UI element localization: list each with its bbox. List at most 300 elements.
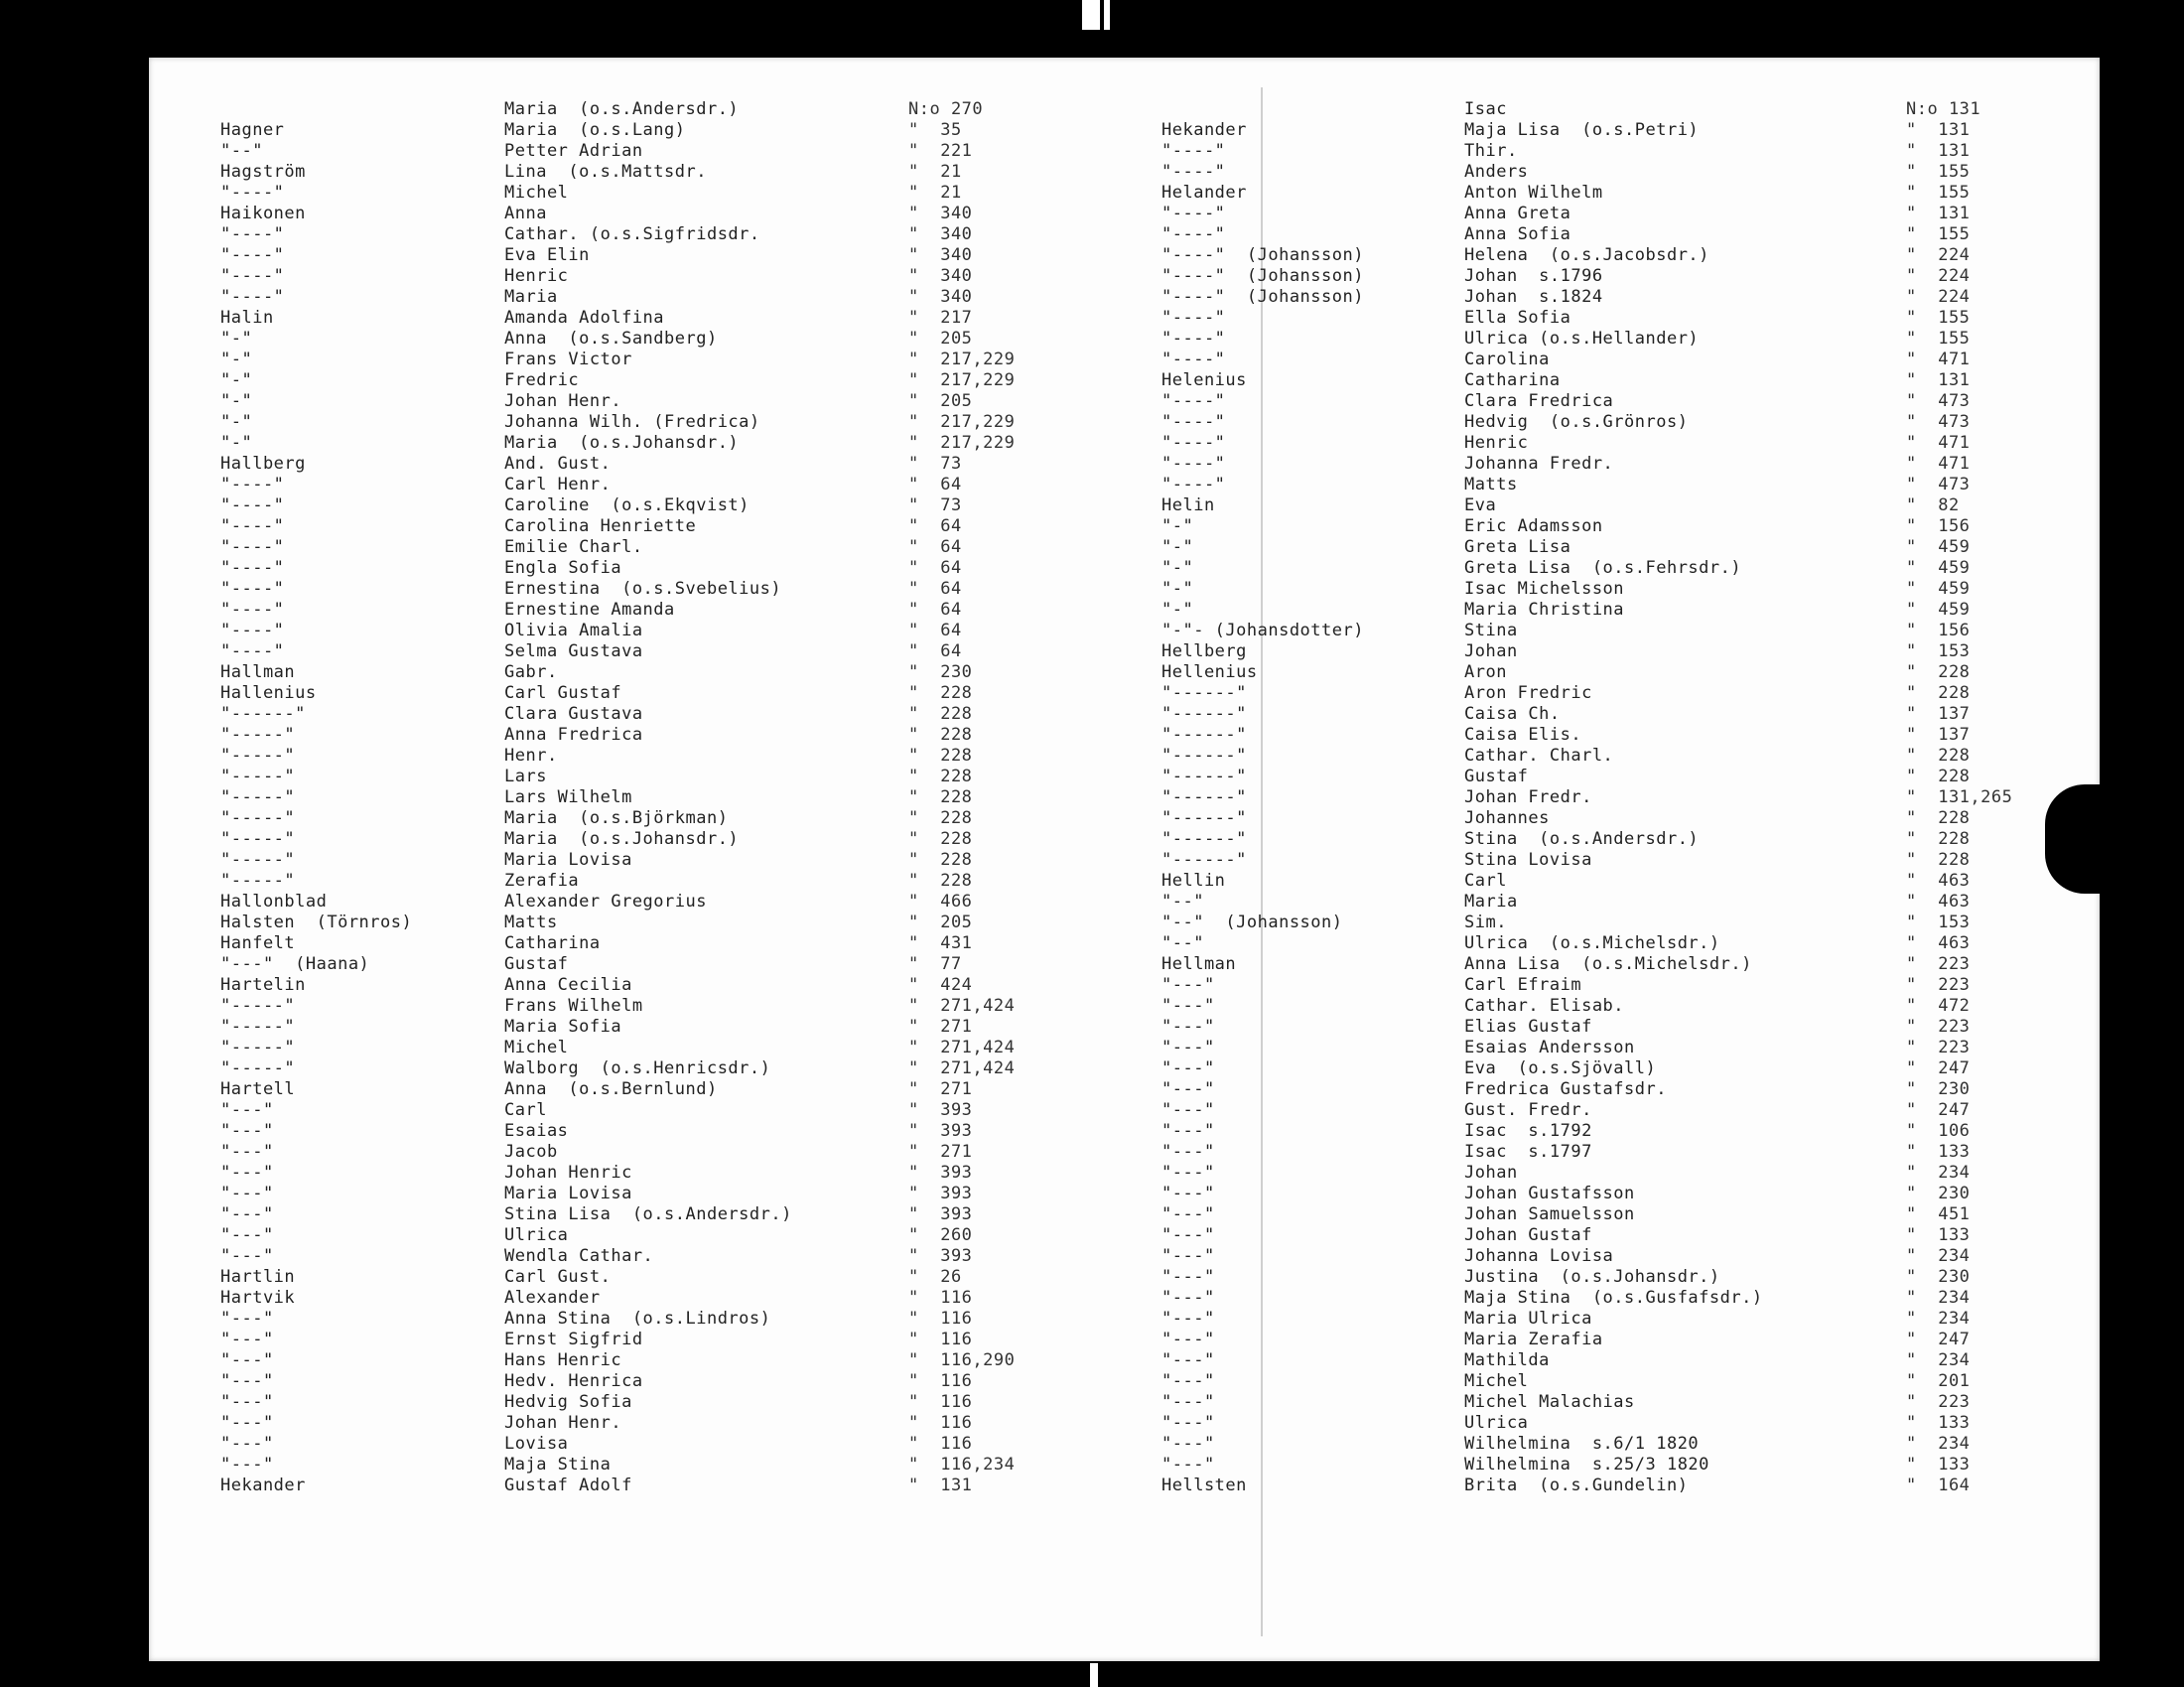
given-name-entry: Maria Sofia [504, 1017, 622, 1037]
surname-entry: "----" [1161, 433, 1226, 453]
surname-entry [1161, 99, 1364, 120]
binding-mark-top-2 [1104, 0, 1110, 30]
given-name-entry: Ulrica (o.s.Hellander) [1464, 329, 1700, 349]
surname-entry: Hartvik [220, 1288, 296, 1308]
surname-entry: Hellsten [1161, 1476, 1247, 1495]
reference-entry: " 21 [908, 183, 962, 203]
given-name-entry: Maria Ulrica [1464, 1309, 1592, 1329]
reference-entry: " 473 [1906, 412, 1971, 432]
reference-entry: " 116 [908, 1413, 973, 1433]
surname-entry: "------" [1161, 683, 1247, 703]
given-name-entry: Lars Wilhelm [504, 787, 632, 807]
reference-entry: " 228 [908, 829, 973, 849]
surname-entry: "---" [1161, 975, 1215, 995]
given-name-entry: Eva [1464, 495, 1497, 515]
given-name-entry: Carl Efraim [1464, 975, 1582, 995]
given-name-entry: And. Gust. [504, 454, 612, 474]
reference-entry: " 472 [1906, 996, 1971, 1016]
reference-entry: " 223 [1906, 975, 1971, 995]
given-name-entry: Ulrica [504, 1225, 569, 1245]
given-name-entry: Brita (o.s.Gundelin) [1464, 1476, 1689, 1495]
surname-entry: "---" [220, 1100, 274, 1120]
given-name-entry: Gust. Fredr. [1464, 1100, 1592, 1120]
reference-entry: " 224 [1906, 245, 1971, 265]
given-name-entry: Henric [504, 266, 569, 286]
reference-entry: " 155 [1906, 329, 1971, 349]
given-name-entry: Wilhelmina s.6/1 1820 [1464, 1434, 1700, 1454]
reference-entry: " 463 [1906, 892, 1971, 912]
given-name-entry: Caisa Ch. [1464, 704, 1561, 724]
reference-entry: " 228 [908, 808, 973, 828]
reference-entry: " 133 [1906, 1455, 1971, 1475]
given-name-entry: Anna Greta [1464, 204, 1571, 223]
reference-entry: " 471 [1906, 454, 1971, 474]
surname-entry: "---" [1161, 1288, 1215, 1308]
reference-entry: " 459 [1906, 579, 1971, 599]
reference-entry: " 451 [1906, 1204, 1971, 1224]
surname-entry: "--" [1161, 892, 1204, 912]
reference-entry: " 463 [1906, 933, 1971, 953]
given-name-entry: Anna (o.s.Bernlund) [504, 1079, 718, 1099]
reference-entry: " 247 [1906, 1100, 1971, 1120]
surname-entry: "-" [1161, 537, 1194, 557]
reference-entry: " 156 [1906, 621, 1971, 640]
reference-entry: " 234 [1906, 1163, 1971, 1183]
given-name-entry: Johan s.1824 [1464, 287, 1603, 307]
reference-entry: " 228 [908, 725, 973, 745]
reference-entry: " 64 [908, 537, 962, 557]
surname-entry: "------" [1161, 850, 1247, 870]
given-name-entry: Isac Michelsson [1464, 579, 1625, 599]
surname-entry: "----" [220, 245, 285, 265]
given-name-entry: Sim. [1464, 913, 1507, 932]
surname-entry: "--" [220, 141, 263, 161]
given-name-entry: Maria (o.s.Johansdr.) [504, 433, 740, 453]
reference-entry: " 228 [1906, 808, 1971, 828]
surname-entry: "------" [1161, 767, 1247, 786]
given-name-entry: Maja Stina (o.s.Gusfafsdr.) [1464, 1288, 1763, 1308]
reference-entry: " 224 [1906, 266, 1971, 286]
reference-entry: " 260 [908, 1225, 973, 1245]
given-name-entry: Petter Adrian [504, 141, 643, 161]
right-given-name-column [1464, 99, 1763, 1496]
surname-entry: Hekander [1161, 120, 1247, 140]
surname-entry: Hellenius [1161, 662, 1258, 682]
given-name-entry: Fredric [504, 370, 580, 390]
reference-entry: " 156 [1906, 516, 1971, 536]
given-name-entry: Stina [1464, 621, 1518, 640]
given-name-entry: Emilie Charl. [504, 537, 643, 557]
reference-entry: " 155 [1906, 183, 1971, 203]
surname-entry: "----" [1161, 141, 1226, 161]
reference-entry: " 271 [908, 1017, 973, 1037]
surname-entry: "----" (Johansson) [1161, 266, 1364, 286]
reference-entry: " 230 [1906, 1184, 1971, 1203]
surname-entry: "-----" [220, 787, 296, 807]
clip-shadow [2045, 784, 2105, 894]
surname-entry: "---" [1161, 1079, 1215, 1099]
reference-entry: " 201 [1906, 1371, 1971, 1391]
surname-entry: Hellman [1161, 954, 1237, 974]
surname-entry: "----" [220, 579, 285, 599]
given-name-entry: Anna Sofia [1464, 224, 1571, 244]
surname-entry: "---" [220, 1434, 274, 1454]
given-name-entry: Caisa Elis. [1464, 725, 1582, 745]
given-name-entry: Maria Christina [1464, 600, 1625, 620]
surname-entry: Hartelin [220, 975, 306, 995]
reference-entry: " 271 [908, 1079, 973, 1099]
binding-mark-top [1082, 0, 1100, 30]
reference-entry: " 340 [908, 266, 973, 286]
reference-entry: " 116 [908, 1392, 973, 1412]
given-name-entry: Maria [1464, 892, 1518, 912]
given-name-entry: Michel [1464, 1371, 1529, 1391]
surname-entry: "------" [1161, 787, 1247, 807]
surname-entry: "--" [1161, 933, 1204, 953]
given-name-entry: Stina (o.s.Andersdr.) [1464, 829, 1700, 849]
surname-entry: "---" [1161, 1204, 1215, 1224]
surname-entry: "----" [1161, 224, 1226, 244]
surname-entry: "----" [220, 495, 285, 515]
reference-entry: " 340 [908, 287, 973, 307]
surname-entry: Helander [1161, 183, 1247, 203]
reference-entry: " 116 [908, 1434, 973, 1454]
reference-entry: " 205 [908, 391, 973, 411]
reference-entry: " 153 [1906, 913, 1971, 932]
surname-entry: "----" [1161, 204, 1226, 223]
left-reference-column [908, 99, 1015, 1496]
given-name-entry: Johan Henric [504, 1163, 632, 1183]
given-name-entry: Alexander [504, 1288, 601, 1308]
given-name-entry: Carl Gustaf [504, 683, 622, 703]
given-name-entry: Johanna Fredr. [1464, 454, 1614, 474]
given-name-entry: Anton Wilhelm [1464, 183, 1603, 203]
given-name-entry: Carl [504, 1100, 547, 1120]
scanned-register-spread [149, 58, 2100, 1661]
given-name-entry: Engla Sofia [504, 558, 622, 578]
binding-mark-bottom [1090, 1663, 1098, 1687]
surname-entry: "----" (Johansson) [1161, 245, 1364, 265]
reference-entry: " 131,265 [1906, 787, 2013, 807]
reference-entry: " 459 [1906, 537, 1971, 557]
reference-entry: " 73 [908, 454, 962, 474]
reference-entry: " 463 [1906, 871, 1971, 891]
reference-entry: " 131 [1906, 141, 1971, 161]
surname-entry: "-----" [220, 1058, 296, 1078]
surname-entry: "---" [1161, 1455, 1215, 1475]
reference-entry: " 228 [908, 787, 973, 807]
reference-entry: " 473 [1906, 475, 1971, 494]
given-name-entry: Johan s.1796 [1464, 266, 1603, 286]
surname-entry: "----" [220, 266, 285, 286]
given-name-entry: Stina Lovisa [1464, 850, 1592, 870]
surname-entry: "---" [1161, 1350, 1215, 1370]
surname-entry: "---" [1161, 996, 1215, 1016]
given-name-entry: Ernst Sigfrid [504, 1330, 643, 1349]
given-name-entry: Hedv. Henrica [504, 1371, 643, 1391]
given-name-entry: Maja Stina [504, 1455, 612, 1475]
given-name-entry: Eva (o.s.Sjövall) [1464, 1058, 1657, 1078]
surname-entry: "---" [1161, 1184, 1215, 1203]
reference-entry: " 271,424 [908, 996, 1016, 1016]
given-name-entry: Anna [504, 204, 547, 223]
surname-entry: "---" [1161, 1142, 1215, 1162]
reference-entry: " 133 [1906, 1142, 1971, 1162]
given-name-entry: Mathilda [1464, 1350, 1550, 1370]
surname-entry: "-" [1161, 600, 1194, 620]
given-name-entry: Amanda Adolfina [504, 308, 665, 328]
reference-entry: " 228 [1906, 829, 1971, 849]
surname-entry: "-----" [220, 996, 296, 1016]
reference-entry: " 228 [1906, 767, 1971, 786]
reference-entry: " 223 [1906, 1392, 1971, 1412]
given-name-entry: Johanna Wilh. (Fredrica) [504, 412, 760, 432]
given-name-entry: Elias Gustaf [1464, 1017, 1592, 1037]
given-name-entry: Matts [1464, 475, 1518, 494]
reference-entry: " 234 [1906, 1350, 1971, 1370]
given-name-entry: Greta Lisa (o.s.Fehrsdr.) [1464, 558, 1742, 578]
given-name-entry: Cathar. Charl. [1464, 746, 1614, 766]
given-name-entry: Ulrica (o.s.Michelsdr.) [1464, 933, 1720, 953]
surname-entry: "----" [220, 287, 285, 307]
reference-entry: " 26 [908, 1267, 962, 1287]
surname-entry: "----" [220, 516, 285, 536]
surname-entry: Hekander [220, 1476, 306, 1495]
reference-entry: " 431 [908, 933, 973, 953]
given-name-entry: Olivia Amalia [504, 621, 643, 640]
reference-entry: " 228 [908, 704, 973, 724]
reference-entry: " 234 [1906, 1288, 1971, 1308]
surname-entry: "-" [1161, 516, 1194, 536]
given-name-entry: Johan Gustafsson [1464, 1184, 1635, 1203]
surname-entry: "---" [220, 1330, 274, 1349]
reference-entry: " 466 [908, 892, 973, 912]
surname-entry: "-----" [220, 725, 296, 745]
given-name-entry: Maria (o.s.Björkman) [504, 808, 729, 828]
reference-entry: " 217,229 [908, 412, 1016, 432]
given-name-entry: Johan [1464, 1163, 1518, 1183]
surname-entry: "-----" [220, 1038, 296, 1057]
reference-entry: " 228 [908, 683, 973, 703]
reference-entry: " 106 [1906, 1121, 1971, 1141]
reference-entry: " 393 [908, 1184, 973, 1203]
reference-entry: " 247 [1906, 1058, 1971, 1078]
reference-entry: " 205 [908, 329, 973, 349]
surname-entry: Hellberg [1161, 641, 1247, 661]
given-name-entry: Helena (o.s.Jacobsdr.) [1464, 245, 1709, 265]
given-name-entry: Caroline (o.s.Ekqvist) [504, 495, 750, 515]
surname-entry: Hallonblad [220, 892, 328, 912]
surname-entry: Hartell [220, 1079, 296, 1099]
reference-entry: " 205 [908, 913, 973, 932]
surname-entry: "----" [220, 558, 285, 578]
given-name-entry: Catharina [1464, 370, 1561, 390]
surname-entry: "---" [220, 1455, 274, 1475]
reference-entry: " 217,229 [908, 350, 1016, 369]
given-name-entry: Maria Lovisa [504, 1184, 632, 1203]
surname-entry: "----" [220, 641, 285, 661]
surname-entry: "---" [220, 1413, 274, 1433]
surname-entry: Hellin [1161, 871, 1226, 891]
reference-entry: " 131 [908, 1476, 973, 1495]
given-name-entry: Cathar. (o.s.Sigfridsdr. [504, 224, 760, 244]
given-name-entry: Henric [1464, 433, 1529, 453]
right-surname-column [1161, 99, 1364, 1496]
given-name-entry: Aron [1464, 662, 1507, 682]
given-name-entry: Anna Cecilia [504, 975, 632, 995]
given-name-entry: Hans Henric [504, 1350, 622, 1370]
surname-entry: "-----" [220, 1017, 296, 1037]
given-name-entry: Anna Lisa (o.s.Michelsdr.) [1464, 954, 1752, 974]
given-name-entry: Jacob [504, 1142, 558, 1162]
surname-entry: "---" [1161, 1225, 1215, 1245]
surname-entry: Hanfelt [220, 933, 296, 953]
reference-entry: " 131 [1906, 204, 1971, 223]
reference-entry: " 116,234 [908, 1455, 1016, 1475]
reference-entry: " 234 [1906, 1309, 1971, 1329]
surname-entry: "---" [220, 1204, 274, 1224]
reference-entry: " 223 [1906, 954, 1971, 974]
surname-entry: "---" [1161, 1434, 1215, 1454]
surname-entry: "-"- (Johansdotter) [1161, 621, 1364, 640]
given-name-entry: Anna (o.s.Sandberg) [504, 329, 718, 349]
surname-entry: "-----" [220, 829, 296, 849]
surname-entry: "---" [1161, 1413, 1215, 1433]
surname-entry: "---" [1161, 1121, 1215, 1141]
reference-entry: " 393 [908, 1121, 973, 1141]
surname-entry: "-" [1161, 558, 1194, 578]
given-name-entry: Henr. [504, 746, 558, 766]
surname-entry: "-" [220, 329, 253, 349]
surname-entry: "---" [220, 1371, 274, 1391]
reference-entry: " 459 [1906, 600, 1971, 620]
surname-entry: "----" [1161, 162, 1226, 182]
reference-entry: N:o 131 [1906, 99, 1981, 119]
given-name-entry: Johan Samuelsson [1464, 1204, 1635, 1224]
reference-entry: " 340 [908, 204, 973, 223]
surname-entry: "----" [1161, 329, 1226, 349]
surname-entry: "---" (Haana) [220, 954, 370, 974]
surname-entry: "-----" [220, 767, 296, 786]
surname-entry: "---" [1161, 1246, 1215, 1266]
given-name-entry: Cathar. Elisab. [1464, 996, 1625, 1016]
given-name-entry: Maria (o.s.Johansdr.) [504, 829, 740, 849]
given-name-entry: Walborg (o.s.Henricsdr.) [504, 1058, 771, 1078]
given-name-entry: Maria (o.s.Lang) [504, 120, 686, 140]
reference-entry: " 230 [1906, 1079, 1971, 1099]
reference-entry: " 473 [1906, 391, 1971, 411]
given-name-entry: Ernestine Amanda [504, 600, 675, 620]
given-name-entry: Isac s.1792 [1464, 1121, 1592, 1141]
reference-entry: " 459 [1906, 558, 1971, 578]
reference-entry: " 271 [908, 1142, 973, 1162]
given-name-entry: Michel [504, 183, 569, 203]
reference-entry: " 116 [908, 1309, 973, 1329]
surname-entry: "---" [220, 1246, 274, 1266]
surname-entry: Helenius [1161, 370, 1247, 390]
given-name-entry: Anna Fredrica [504, 725, 643, 745]
surname-entry: "---" [1161, 1100, 1215, 1120]
given-name-entry: Johan Fredr. [1464, 787, 1592, 807]
reference-entry: " 247 [1906, 1330, 1971, 1349]
surname-entry: Halsten (Törnros) [220, 913, 413, 932]
reference-entry: " 230 [908, 662, 973, 682]
reference-entry: " 217,229 [908, 370, 1016, 390]
reference-entry: " 228 [908, 746, 973, 766]
reference-entry: " 131 [1906, 120, 1971, 140]
surname-entry: "-" [220, 350, 253, 369]
given-name-entry: Stina Lisa (o.s.Andersdr.) [504, 1204, 792, 1224]
reference-entry: " 64 [908, 641, 962, 661]
given-name-entry: Johan Gustaf [1464, 1225, 1592, 1245]
surname-entry: "----" [1161, 350, 1226, 369]
surname-entry: Halin [220, 308, 274, 328]
surname-entry: "-----" [220, 746, 296, 766]
reference-entry: " 340 [908, 224, 973, 244]
surname-entry: Haikonen [220, 204, 306, 223]
reference-entry: " 424 [908, 975, 973, 995]
surname-entry: "----" [1161, 475, 1226, 494]
surname-entry: "------" [1161, 808, 1247, 828]
given-name-entry: Michel Malachias [1464, 1392, 1635, 1412]
surname-entry: Hagström [220, 162, 306, 182]
reference-entry: " 234 [1906, 1246, 1971, 1266]
reference-entry: " 133 [1906, 1413, 1971, 1433]
reference-entry: " 234 [1906, 1434, 1971, 1454]
surname-entry: "---" [220, 1225, 274, 1245]
surname-entry: "---" [220, 1350, 274, 1370]
reference-entry: " 21 [908, 162, 962, 182]
given-name-entry: Maria Zerafia [1464, 1330, 1603, 1349]
given-name-entry: Isac s.1797 [1464, 1142, 1592, 1162]
reference-entry: " 164 [1906, 1476, 1971, 1495]
given-name-entry: Maria (o.s.Andersdr.) [504, 99, 740, 119]
surname-entry [220, 99, 412, 120]
surname-entry: "---" [220, 1309, 274, 1329]
reference-entry: " 116 [908, 1330, 973, 1349]
given-name-entry: Gustaf [1464, 767, 1529, 786]
surname-entry: "---" [220, 1121, 274, 1141]
given-name-entry: Carl Henr. [504, 475, 612, 494]
reference-entry: " 64 [908, 621, 962, 640]
surname-entry: "------" [1161, 704, 1247, 724]
given-name-entry: Gustaf Adolf [504, 1476, 632, 1495]
reference-entry: " 223 [1906, 1038, 1971, 1057]
surname-entry: "---" [1161, 1330, 1215, 1349]
given-name-entry: Maja Lisa (o.s.Petri) [1464, 120, 1700, 140]
given-name-entry: Lars [504, 767, 547, 786]
reference-entry: " 221 [908, 141, 973, 161]
reference-entry: " 340 [908, 245, 973, 265]
surname-entry: "---" [1161, 1163, 1215, 1183]
reference-entry: " 131 [1906, 370, 1971, 390]
surname-entry: Hartlin [220, 1267, 296, 1287]
reference-entry: " 155 [1906, 162, 1971, 182]
surname-entry: "------" [1161, 829, 1247, 849]
given-name-entry: Selma Gustava [504, 641, 643, 661]
surname-entry: Hallberg [220, 454, 306, 474]
surname-entry: "---" [220, 1142, 274, 1162]
given-name-entry: Justina (o.s.Johansdr.) [1464, 1267, 1720, 1287]
surname-entry: "----" [220, 537, 285, 557]
reference-entry: " 223 [1906, 1017, 1971, 1037]
given-name-entry: Hedvig Sofia [504, 1392, 632, 1412]
surname-entry: "------" [1161, 725, 1247, 745]
given-name-entry: Matts [504, 913, 558, 932]
given-name-entry: Lovisa [504, 1434, 569, 1454]
given-name-entry: Johan Henr. [504, 391, 622, 411]
reference-entry: " 271,424 [908, 1038, 1016, 1057]
